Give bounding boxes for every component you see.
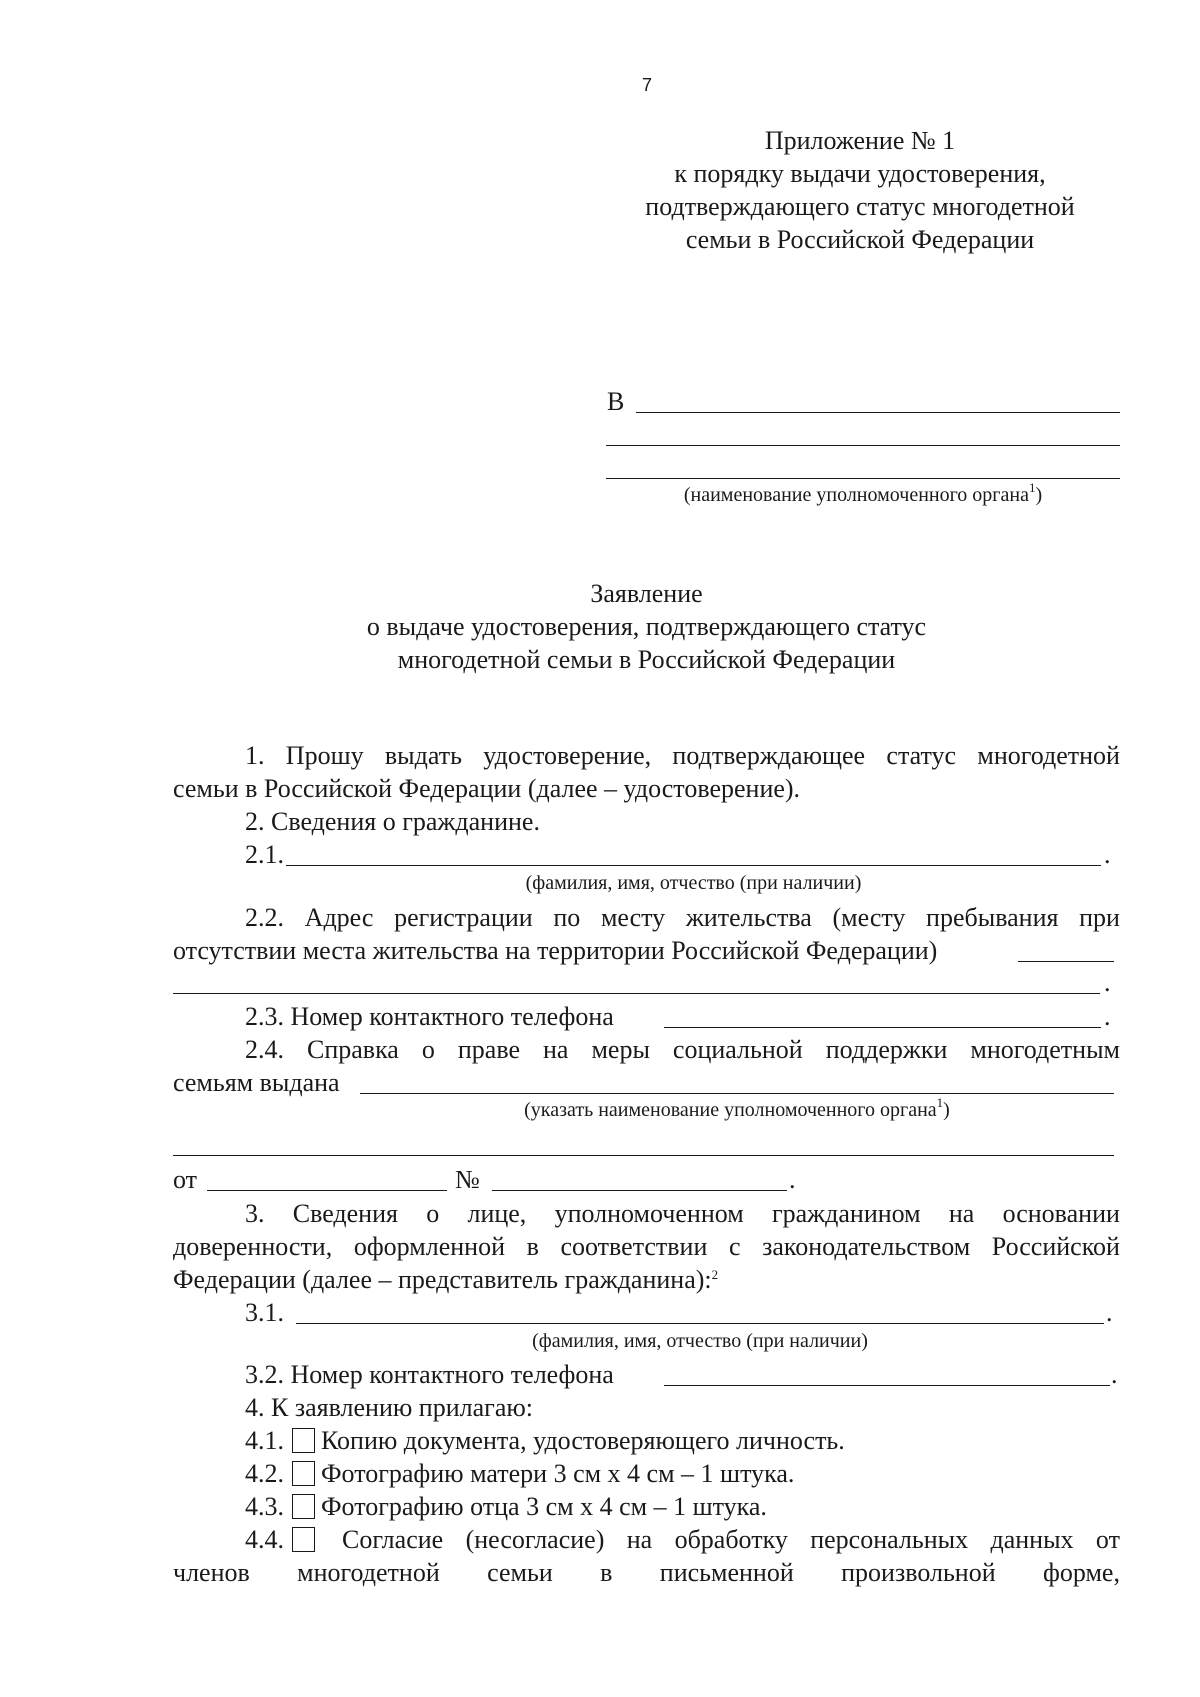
addressee-prefix: В [607, 387, 625, 416]
item-4-2: 4.2. Фотографию матери 3 см х 4 см – 1 штука. [245, 1459, 795, 1488]
paragraph-3-line-3: Федерации (далее – представитель гражданина):$^2$ [173, 1265, 719, 1294]
appendix-line-2: к порядку выдачи удостоверения, [674, 159, 1046, 188]
item-4-4-checkbox[interactable] [292, 1527, 315, 1552]
item-4-4-line-1: Согласие (несогласие) на обработку персональных данных от [342, 1525, 1120, 1554]
title-line-1: Заявление [590, 579, 703, 608]
item-2-4-line-2: семьям выдана [173, 1068, 340, 1097]
certificate-date-field[interactable] [207, 1190, 447, 1191]
address-field-line-1[interactable] [1018, 961, 1114, 962]
item-2-2-period: . [1104, 968, 1111, 997]
address-field-line-2[interactable] [173, 993, 1100, 994]
item-4-4-line-2: членов многодетной семьи в письменной произвольной форме, [173, 1558, 1120, 1587]
certificate-date-label: от [173, 1165, 198, 1194]
title-line-2: о выдаче удостоверения, подтверждающего статус [366, 612, 927, 641]
appendix-line-1: Приложение № 1 [764, 126, 956, 155]
item-2-4-line-1: 2.4. Справка о праве на меры социальной поддержки многодетным [245, 1035, 1120, 1064]
paragraph-1-line-2: семьи в Российской Федерации (далее – удостоверение). [173, 774, 801, 803]
item-3-1-number: 3.1. [245, 1298, 284, 1327]
addressee-field-line-2[interactable] [606, 445, 1120, 446]
appendix-line-3: подтверждающего статус многодетной [645, 192, 1075, 221]
item-2-2-line-2: отсутствии места жительства на территории Российской Федерации) [173, 936, 938, 965]
title-line-3: многодетной семьи в Российской Федерации [397, 645, 896, 674]
certificate-issuer-field[interactable] [360, 1093, 1114, 1094]
certificate-number-field[interactable] [492, 1190, 787, 1191]
item-4-2-checkbox[interactable] [292, 1461, 315, 1486]
certificate-number-label: № [455, 1165, 480, 1194]
representative-phone-field[interactable] [664, 1385, 1110, 1386]
item-4-4-number: 4.4. [245, 1527, 321, 1553]
item-2-3-label: 2.3. Номер контактного телефона [245, 1002, 614, 1031]
item-2-4-period: . [789, 1165, 796, 1194]
page-number: 7 [642, 75, 653, 95]
applicant-name-field[interactable] [286, 865, 1101, 866]
paragraph-2: 2. Сведения о гражданине. [245, 807, 540, 836]
paragraph-1-line-1: 1. Прошу выдать удостоверение, подтверждающее статус многодетной [245, 741, 1120, 770]
certificate-issuer-field-line-2[interactable] [173, 1155, 1114, 1156]
addressee-field-line-1[interactable] [636, 412, 1120, 413]
item-2-1-number: 2.1. [245, 840, 284, 869]
item-3-1-period: . [1106, 1298, 1113, 1327]
item-2-1-period: . [1104, 840, 1111, 869]
item-2-2-line-1: 2.2. Адрес регистрации по месту жительства (месту пребывания при [245, 903, 1120, 932]
addressee-caption: (наименование уполномоченного органа$^1$) [683, 480, 1043, 506]
certificate-issuer-caption: (указать наименование уполномоченного органа$^1$) [524, 1095, 950, 1121]
item-2-3-period: . [1104, 1002, 1111, 1031]
item-3-2-period: . [1111, 1360, 1118, 1389]
appendix-line-4: семьи в Российской Федерации [685, 225, 1035, 254]
item-4-3-checkbox[interactable] [292, 1494, 315, 1519]
applicant-name-caption: (фамилия, имя, отчество (при наличии) [525, 872, 862, 894]
applicant-phone-field[interactable] [664, 1027, 1101, 1028]
addressee-field-line-3[interactable] [606, 478, 1120, 479]
paragraph-3-line-2: доверенности, оформленной в соответствии с законодательством Российской [173, 1232, 1120, 1261]
item-4-1-checkbox[interactable] [292, 1428, 315, 1453]
item-3-2-label: 3.2. Номер контактного телефона [245, 1360, 614, 1389]
representative-name-field[interactable] [296, 1323, 1104, 1324]
item-4-1: 4.1. Копию документа, удостоверяющего личность. [245, 1426, 845, 1455]
representative-name-caption: (фамилия, имя, отчество (при наличии) [532, 1330, 868, 1352]
paragraph-3-line-1: 3. Сведения о лице, уполномоченном гражданином на основании [245, 1199, 1120, 1228]
paragraph-4: 4. К заявлению прилагаю: [245, 1393, 534, 1422]
item-4-3: 4.3. Фотографию отца 3 см х 4 см – 1 штука. [245, 1492, 767, 1521]
